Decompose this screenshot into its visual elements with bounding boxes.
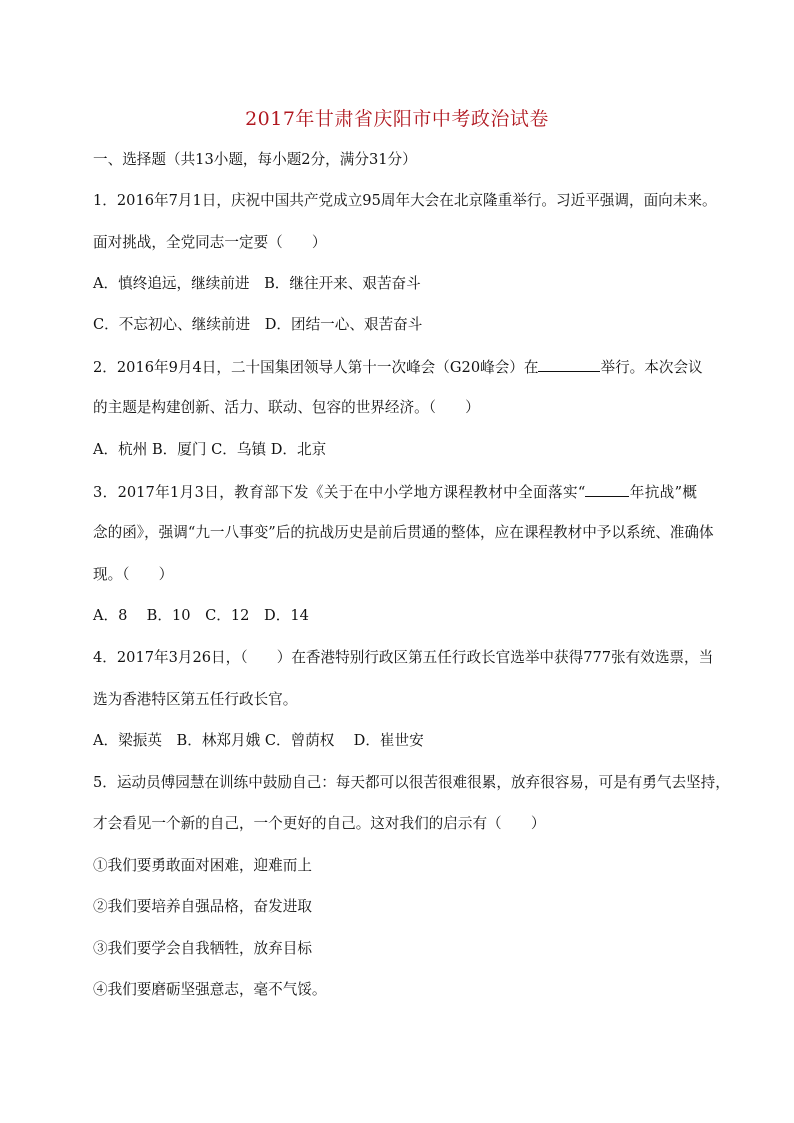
question-2-text-b: 举行。本次会议 xyxy=(600,359,703,376)
question-3-text-a: 3．2017年1月3日，教育部下发《关于在中小学地方课程教材中全面落实“ xyxy=(93,484,586,501)
question-4-line-1: 4．2017年3月26日，（ ）在香港特别行政区第五任行政长官选举中获得777张有效选票，当 xyxy=(93,649,714,666)
question-3-line-3: 现。（ ） xyxy=(93,566,174,583)
question-2-options: A．杭州 B．厦门 C．乌镇 D．北京 xyxy=(93,441,327,458)
question-3-options: A．8 B．10 C．12 D．14 xyxy=(93,607,309,624)
fill-blank xyxy=(538,357,600,372)
question-4-line-2: 选为香港特区第五任行政长官。 xyxy=(93,691,298,708)
question-2-line-2: 的主题是构建创新、活力、联动、包容的世界经济。（ ） xyxy=(93,399,480,416)
question-5-line-1: 5．运动员傅园慧在训练中鼓励自己：每天都可以很苦很难很累，放弃很容易，可是有勇气去坚持， xyxy=(93,774,730,791)
section-heading: 一、选择题（共13小题，每小题2分，满分31分） xyxy=(93,151,417,168)
question-2-line-1 xyxy=(93,357,703,378)
question-3-text-b: 年抗战”概 xyxy=(629,484,697,501)
question-1-line-2: 面对挑战，全党同志一定要（ ） xyxy=(93,234,327,251)
fill-blank xyxy=(585,482,629,497)
question-4-options: A．梁振英 B．林郑月娥 C．曾荫权 D．崔世安 xyxy=(93,732,424,749)
question-5-statement-3: ③我们要学会自我牺牲，放弃目标 xyxy=(93,940,312,957)
question-1-options-ab: A．慎终追远，继续前进 B．继往开来、艰苦奋斗 xyxy=(93,275,421,292)
question-5-statement-2: ②我们要培养自强品格，奋发进取 xyxy=(93,898,312,915)
question-3-line-1 xyxy=(93,482,697,503)
question-2-text-a: 2．2016年9月4日，二十国集团领导人第十一次峰会（G20峰会）在 xyxy=(93,359,539,376)
question-3-line-2: 念的函》，强调“九一八事变”后的抗战历史是前后贯通的整体，应在课程教材中予以系统、准确体 xyxy=(93,524,714,541)
exam-title: 2017年甘肃省庆阳市中考政治试卷 xyxy=(245,108,549,130)
question-5-line-2: 才会看见一个新的自己，一个更好的自己。这对我们的启示有（ ） xyxy=(93,815,546,832)
question-1-options-cd: C．不忘初心、继续前进 D．团结一心、艰苦奋斗 xyxy=(93,316,423,333)
question-5-statement-1: ①我们要勇敢面对困难，迎难而上 xyxy=(93,857,312,874)
question-5-statement-4: ④我们要磨砺坚强意志，毫不气馁。 xyxy=(93,981,327,998)
question-1-line-1: 1．2016年7月1日，庆祝中国共产党成立95周年大会在北京隆重举行。习近平强调，面向未来。 xyxy=(93,192,717,209)
